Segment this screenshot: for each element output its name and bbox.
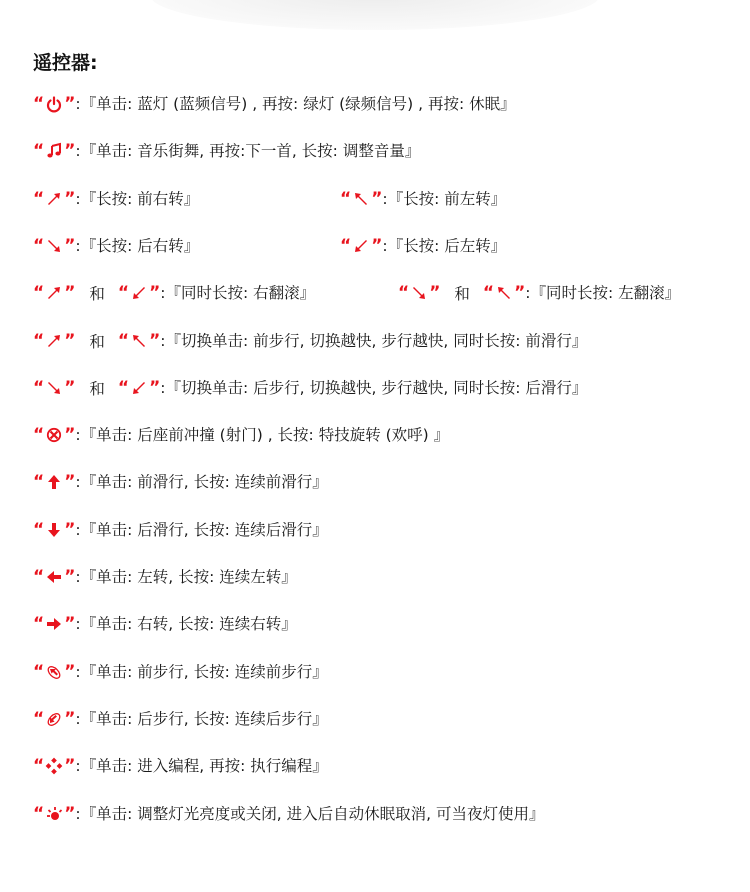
instruction-text: :『单击: 左转, 长按: 连续左转』 [75, 568, 297, 586]
quote-open: “ [340, 188, 352, 209]
instruction-entry [33, 751, 328, 781]
instruction-text: :『同时长按: 左翻滚』 [525, 284, 681, 303]
top-shadow-decoration [150, 0, 600, 30]
instruction-entry [33, 609, 297, 639]
instruction-entry-secondary [398, 278, 680, 308]
stunt-icon [45, 426, 63, 444]
instruction-row [0, 799, 750, 829]
instruction-text: :『单击: 前滑行, 长按: 连续前滑行』 [75, 473, 328, 492]
quote-close: ” [64, 283, 76, 304]
quote-close: ” [64, 519, 76, 540]
quote-open: “ [398, 283, 410, 304]
instruction-entry [33, 373, 587, 403]
quote-close: ” [64, 377, 76, 398]
quote-open: “ [33, 283, 45, 304]
instruction-entry [33, 799, 544, 829]
power-icon [45, 95, 63, 113]
quote-open: “ [117, 283, 130, 304]
music-note-icon [45, 142, 63, 160]
instruction-row [0, 231, 750, 261]
instruction-row [0, 89, 750, 119]
quote-open: “ [33, 803, 45, 824]
instruction-text: :『长按: 后右转』 [75, 236, 200, 255]
instruction-entry-secondary [340, 231, 506, 261]
quote-close: ” [64, 94, 76, 114]
instruction-text: :『单击: 调整灯光亮度或关闭, 进入后自动休眠取消, 可当夜灯使用』 [75, 804, 545, 823]
instruction-row [0, 184, 750, 214]
instruction-entry [33, 231, 199, 261]
quote-open: “ [33, 188, 45, 209]
light-icon [45, 805, 63, 823]
quote-open: “ [340, 235, 352, 256]
instruction-entry [33, 467, 328, 497]
quote-close: ” [64, 472, 76, 493]
quote-open: “ [33, 235, 45, 256]
walk-forward-icon [45, 663, 63, 681]
connector-and: 和 [89, 332, 105, 351]
instruction-text: :『单击: 后滑行, 长按: 连续后滑行』 [75, 520, 328, 539]
quote-close: ” [64, 567, 76, 587]
page-title: 遥控器: [33, 52, 98, 74]
arrow-up-right-icon [45, 332, 63, 350]
arrow-down-right-icon [45, 379, 63, 397]
instruction-text: :『单击: 音乐街舞, 再按:下一首, 长按: 调整音量』 [75, 142, 421, 161]
instruction-entry [33, 89, 516, 119]
instruction-text: :『单击: 后座前冲撞 (射门) , 长按: 特技旋转 (欢呼) 』 [75, 426, 450, 445]
instruction-entry [33, 136, 420, 166]
walk-backward-icon [45, 710, 63, 728]
quote-close: ” [64, 188, 76, 209]
arrow-up-left-icon [495, 284, 513, 302]
quote-open: “ [33, 377, 45, 398]
quote-close: ” [64, 708, 76, 729]
instruction-entry [33, 704, 328, 734]
quote-open: “ [33, 567, 45, 587]
instruction-text: :『长按: 后左转』 [382, 236, 507, 255]
quote-open: “ [33, 519, 45, 540]
instruction-row [0, 326, 750, 356]
quote-close: ” [64, 141, 76, 162]
connector-and: 和 [89, 379, 105, 398]
arrow-up-left-icon [352, 190, 370, 208]
instruction-entry [33, 657, 328, 687]
arrow-down-right-icon [45, 237, 63, 255]
quote-open: “ [33, 756, 45, 777]
instruction-entry [33, 515, 328, 545]
arrow-left-icon [45, 568, 63, 586]
quote-close: ” [149, 330, 161, 351]
arrow-up-icon [45, 473, 63, 491]
instruction-row [0, 467, 750, 497]
instruction-entry [33, 420, 449, 450]
quote-open: “ [33, 330, 45, 351]
instruction-row [0, 751, 750, 781]
quote-open: “ [117, 377, 130, 398]
quote-close: ” [429, 283, 441, 304]
quote-close: ” [64, 661, 76, 682]
quote-close: ” [149, 283, 161, 304]
instruction-entry-secondary [340, 184, 506, 214]
quote-close: ” [64, 803, 76, 824]
quote-close: ” [64, 756, 76, 777]
arrow-down-icon [45, 521, 63, 539]
quote-close: ” [371, 235, 383, 256]
quote-close: ” [64, 330, 76, 351]
arrow-right-icon [45, 615, 63, 633]
quote-close: ” [64, 235, 76, 256]
quote-close: ” [371, 188, 383, 209]
quote-open: “ [482, 283, 495, 304]
quote-close: ” [149, 377, 161, 398]
instruction-text: :『切换单击: 后步行, 切换越快, 步行越快, 同时长按: 后滑行』 [160, 378, 588, 397]
instruction-row [0, 515, 750, 545]
instruction-text: :『单击: 前步行, 长按: 连续前步行』 [75, 662, 328, 681]
instruction-text: :『单击: 后步行, 长按: 连续后步行』 [75, 709, 328, 728]
instruction-text: :『同时长按: 右翻滚』 [160, 284, 316, 303]
arrow-up-left-icon [130, 332, 148, 350]
arrow-down-left-icon [130, 379, 148, 397]
arrow-down-right-icon [410, 284, 428, 302]
arrow-down-left-icon [130, 284, 148, 302]
quote-open: “ [33, 425, 45, 446]
instruction-row [0, 609, 750, 639]
instruction-entry [33, 326, 587, 356]
instruction-text: :『切换单击: 前步行, 切换越快, 步行越快, 同时长按: 前滑行』 [160, 331, 588, 350]
instruction-entry [33, 184, 199, 214]
quote-open: “ [33, 708, 45, 729]
instruction-row [0, 278, 750, 308]
instruction-text: :『长按: 前右转』 [75, 189, 200, 208]
quote-open: “ [33, 94, 45, 114]
quote-open: “ [33, 472, 45, 493]
arrow-up-right-icon [45, 284, 63, 302]
instruction-text: :『单击: 进入编程, 再按: 执行编程』 [75, 757, 328, 776]
quote-close: ” [514, 283, 526, 304]
instruction-text: :『长按: 前左转』 [382, 189, 507, 208]
quote-open: “ [33, 614, 45, 635]
connector-and: 和 [89, 285, 105, 304]
quote-close: ” [64, 614, 76, 635]
quote-open: “ [33, 661, 45, 682]
instruction-text: :『单击: 蓝灯 (蓝频信号) , 再按: 绿灯 (绿频信号) , 再按: 休眠』 [75, 95, 516, 113]
program-icon [45, 757, 63, 775]
quote-open: “ [33, 141, 45, 162]
instruction-entry [33, 278, 315, 308]
instruction-entry [33, 562, 297, 592]
instruction-text: :『单击: 右转, 长按: 连续右转』 [75, 615, 297, 634]
instruction-row [0, 373, 750, 403]
connector-and: 和 [454, 285, 470, 304]
arrow-up-right-icon [45, 190, 63, 208]
instruction-row [0, 420, 750, 450]
instruction-row [0, 136, 750, 166]
quote-open: “ [117, 330, 130, 351]
instruction-row [0, 704, 750, 734]
arrow-down-left-icon [352, 237, 370, 255]
instruction-row [0, 657, 750, 687]
instruction-row [0, 562, 750, 592]
quote-close: ” [64, 425, 76, 446]
